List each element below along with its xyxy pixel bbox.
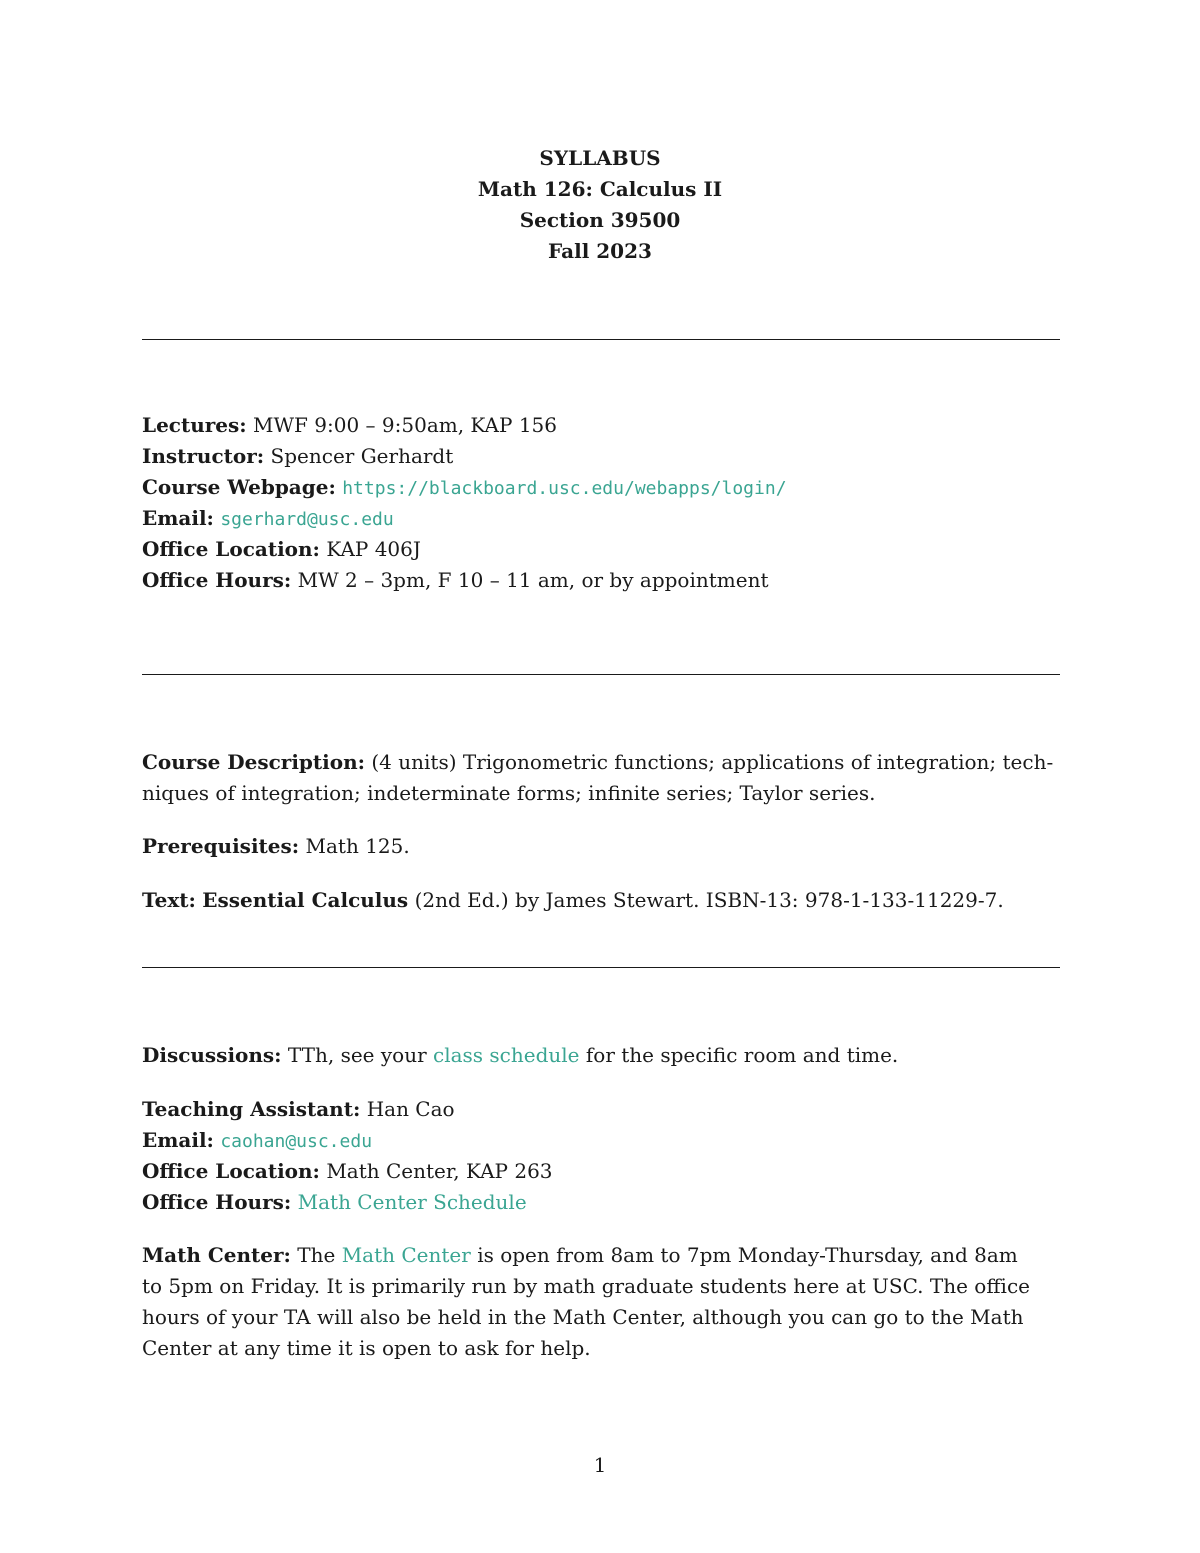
math-center-line-4: Center at any time it is open to ask for help. <box>142 1336 591 1360</box>
lectures-label: Lectures: <box>142 413 247 437</box>
math-center-label: Math Center: <box>142 1243 291 1267</box>
ta-label: Teaching Assistant: <box>142 1097 361 1121</box>
webpage-link[interactable]: https://blackboard.usc.edu/webapps/login/ <box>342 478 787 499</box>
course-description <box>142 747 1060 809</box>
textbook-label: Text: <box>142 888 196 912</box>
class-schedule-link[interactable]: class schedule <box>433 1043 580 1067</box>
divider-2 <box>142 674 1060 675</box>
textbook-title: Essential Calculus <box>202 888 409 912</box>
instructor-email-link[interactable]: sgerhard@usc.edu <box>220 509 394 530</box>
course-title: Math 126: Calculus II <box>477 177 723 201</box>
ta-office-label: Office Location: <box>142 1159 320 1183</box>
course-description-label: Course Description: <box>142 750 366 774</box>
ta-hours-line <box>142 1187 1060 1218</box>
term: Fall 2023 <box>548 239 652 263</box>
ta-hours-label: Office Hours: <box>142 1190 292 1214</box>
ta-office-line <box>142 1156 1060 1187</box>
webpage-line <box>142 472 1060 503</box>
discussions-label: Discussions: <box>142 1043 282 1067</box>
email-label: Email: <box>142 506 214 530</box>
ta-info-block <box>142 1094 1060 1218</box>
office-hours-value: MW 2 – 3pm, F 10 – 11 am, or by appointment <box>297 568 769 592</box>
office-location-label: Office Location: <box>142 537 320 561</box>
discussions-line <box>142 1040 1060 1071</box>
ta-office-value: Math Center, KAP 263 <box>326 1159 553 1183</box>
ta-email-link[interactable]: caohan@usc.edu <box>220 1131 373 1152</box>
textbook-details: (2nd Ed.) by James Stewart. ISBN-13: 978-1-133-11229-7. <box>414 888 1004 912</box>
math-center-text-before: The <box>297 1243 336 1267</box>
office-hours-line <box>142 565 1060 596</box>
course-info-block <box>142 410 1060 596</box>
prerequisites-label: Prerequisites: <box>142 834 300 858</box>
instructor-value: Spencer Gerhardt <box>270 444 454 468</box>
course-description-text-1: (4 units) Trigonometric functions; applications of integration; tech- <box>371 750 1054 774</box>
ta-email-line <box>142 1125 1060 1156</box>
ta-value: Han Cao <box>366 1097 455 1121</box>
office-location-line <box>142 534 1060 565</box>
webpage-label: Course Webpage: <box>142 475 336 499</box>
math-center-line-1: is open from 8am to 7pm Monday-Thursday, and 8am <box>477 1243 1018 1267</box>
lectures-line <box>142 410 1060 441</box>
ta-email-label: Email: <box>142 1128 214 1152</box>
discussions-text-before: TTh, see your <box>287 1043 427 1067</box>
lectures-value: MWF 9:00 – 9:50am, KAP 156 <box>253 413 557 437</box>
page-number: 1 <box>593 1453 607 1477</box>
math-center-link[interactable]: Math Center <box>341 1243 471 1267</box>
divider-1 <box>142 339 1060 340</box>
course-description-text-2: niques of integration; indeterminate forms; infinite series; Taylor series. <box>142 781 876 805</box>
instructor-line <box>142 441 1060 472</box>
instructor-label: Instructor: <box>142 444 265 468</box>
prerequisites-line <box>142 831 1060 862</box>
section-number: Section 39500 <box>519 208 681 232</box>
divider-3 <box>142 967 1060 968</box>
textbook-line <box>142 885 1060 916</box>
math-center-schedule-link[interactable]: Math Center Schedule <box>297 1190 527 1214</box>
math-center-line-3: hours of your TA will also be held in the Math Center, although you can go to the Math <box>142 1305 1024 1329</box>
math-center-paragraph <box>142 1240 1060 1364</box>
instructor-email-line <box>142 503 1060 534</box>
office-hours-label: Office Hours: <box>142 568 292 592</box>
doc-type-heading: SYLLABUS <box>539 146 661 170</box>
discussions-text-after: for the specific room and time. <box>585 1043 899 1067</box>
title-block <box>0 143 1200 267</box>
office-location-value: KAP 406J <box>326 537 421 561</box>
prerequisites-value: Math 125. <box>305 834 410 858</box>
math-center-line-2: to 5pm on Friday. It is primarily run by math graduate students here at USC. The office <box>142 1274 1030 1298</box>
ta-line <box>142 1094 1060 1125</box>
